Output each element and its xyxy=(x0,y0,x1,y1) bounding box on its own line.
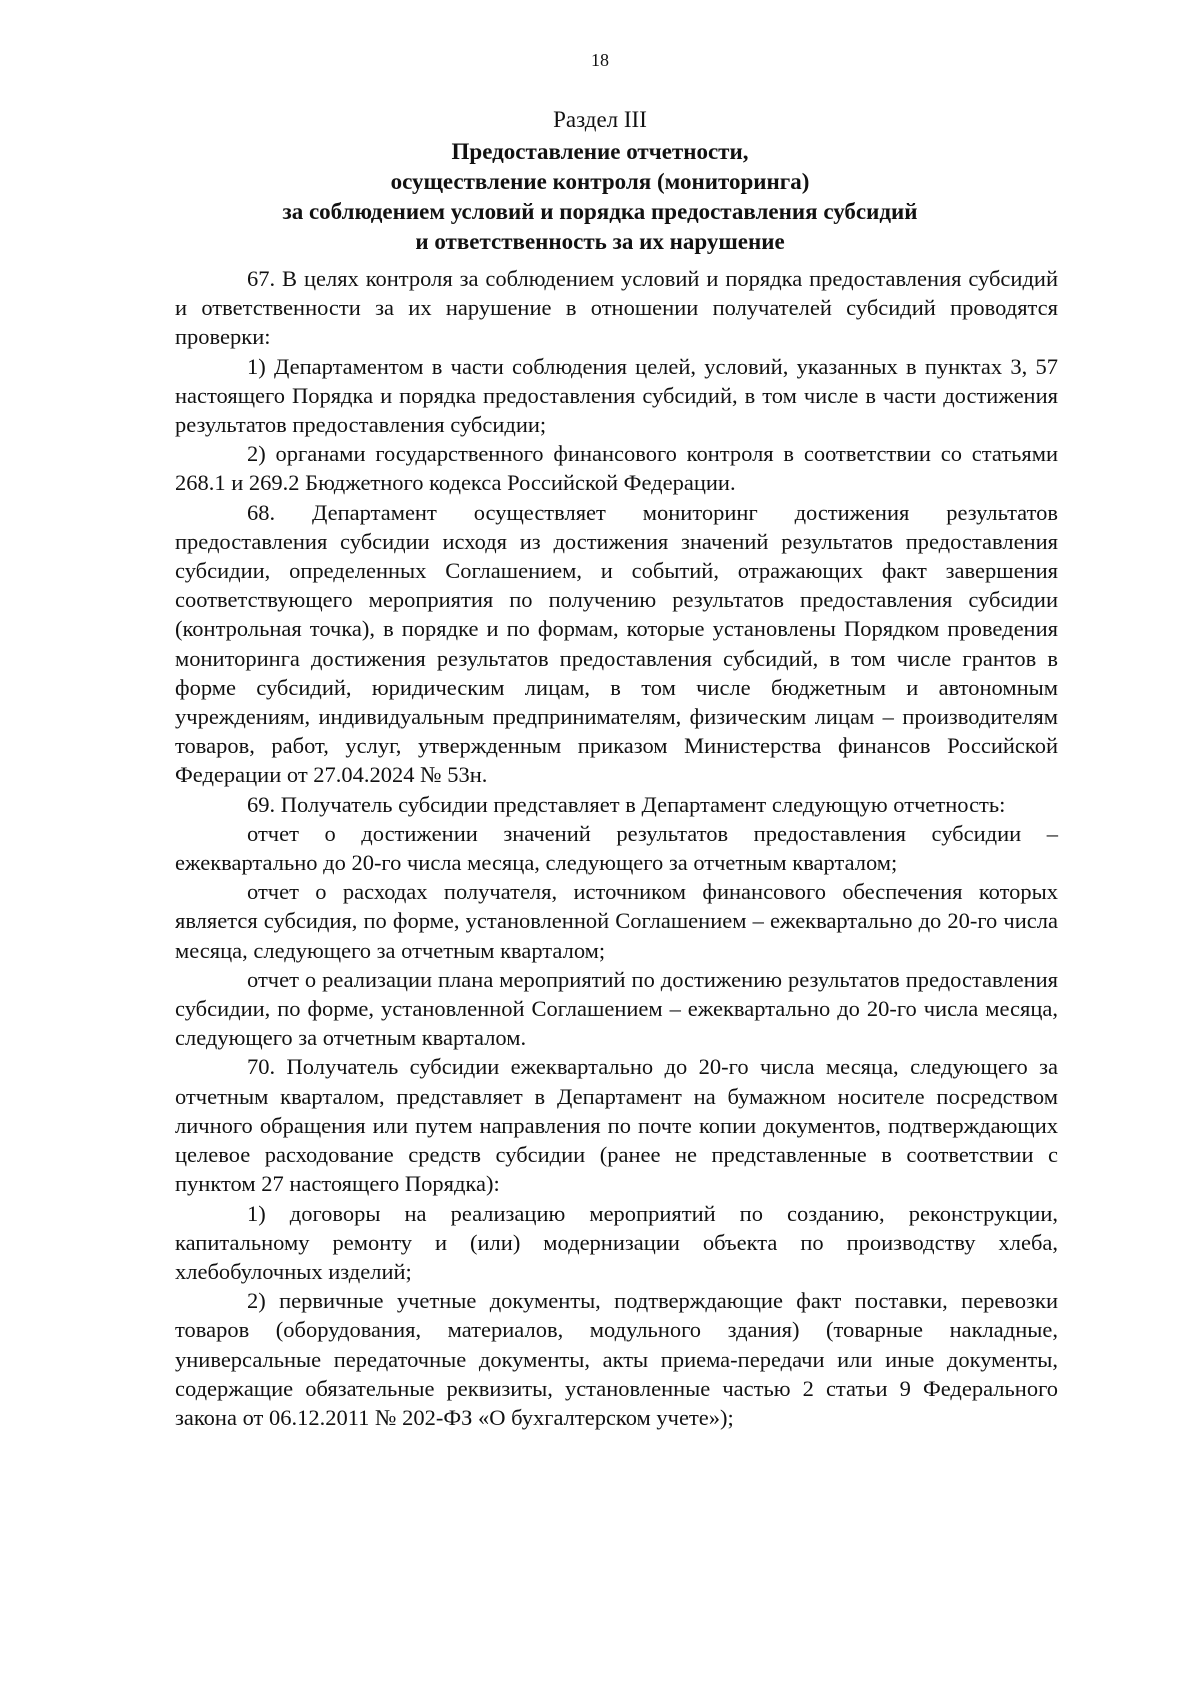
paragraph-67-item-1: 1) Департаментом в части соблюдения целей, условий, указанных в пунктах 3, 57 настоящего Порядка и порядка предоставления субсидий, в том числе в части достижения результатов предоставления субсидии; xyxy=(175,353,1058,438)
section-title-line: осуществление контроля (мониторинга) xyxy=(390,169,810,194)
paragraph-69-report-2: отчет о расходах получателя, источником финансового обеспечения которых является субсидия, по форме, установленной Соглашением – ежеквартально до 20-го числа месяца, следующего за отчетным кварталом; xyxy=(175,879,1058,963)
paragraph-67-item-2: 2) органами государственного финансового контроля в соответствии со статьями 268.1 и 269.2 Бюджетного кодекса Российской Федерации. xyxy=(175,441,1058,496)
section-title-line: за соблюдением условий и порядка предоставления субсидий xyxy=(282,199,918,224)
paragraph-70-item-2: 2) первичные учетные документы, подтверждающие факт поставки, перевозки товаров (оборудования, материалов, модульного здания) (товарные накладные, универсальные передаточные документы, акты приема-передачи или иные документы, содержащие обязательные реквизиты, установленные частью 2 статьи 9 Федерального закона от 06.12.2011 № 202-ФЗ «О бухгалтерском учете»); xyxy=(175,1288,1058,1430)
section-title-line: Предоставление отчетности, xyxy=(451,139,749,164)
page-number: 18 xyxy=(591,50,609,70)
paragraph-70-item-1: 1) договоры на реализацию мероприятий по созданию, реконструкции, капитальному ремонту и (или) модернизации объекта по производству хлеба, хлебобулочных изделий; xyxy=(175,1200,1058,1284)
paragraph-69-report-3: отчет о реализации плана мероприятий по достижению результатов предоставления субсидии, по форме, установленной Соглашением – ежеквартально до 20-го числа месяца, следующего за отчетным кварталом. xyxy=(175,966,1058,1051)
paragraph-69-report-1: отчет о достижении значений результатов предоставления субсидии – ежеквартально до 20-го числа месяца, следующего за отчетным кварталом; xyxy=(175,820,1058,876)
section-label: Раздел III xyxy=(553,107,647,132)
section-heading xyxy=(160,103,1040,257)
document-body xyxy=(175,264,1058,1432)
paragraph-67: 67. В целях контроля за соблюдением условий и порядка предоставления субсидий и ответственности за их нарушение в отношении получателей субсидий проводятся проверки: xyxy=(175,266,1058,350)
section-title-line: и ответственность за их нарушение xyxy=(415,229,785,254)
paragraph-69: 69. Получатель субсидии представляет в Департамент следующую отчетность: xyxy=(247,791,1006,817)
paragraph-68: 68. Департамент осуществляет мониторинг достижения результатов предоставления субсидии исходя из достижения значений результатов предоставления субсидии, определенных Соглашением, и событий, отражающих факт завершения соответствующего мероприятия по получению результатов предоставления субсидии (контрольная точка), в порядке и по формам, которые установлены Порядком проведения мониторинга достижения результатов предоставления субсидий, в том числе грантов в форме субсидий, юридическим лицам, в том числе бюджетным и автономным учреждениям, индивидуальным предпринимателям, физическим лицам – производителям товаров, работ, услуг, утвержденным приказом Министерства финансов Российской Федерации от 27.04.2024 № 53н. xyxy=(175,499,1058,788)
paragraph-70: 70. Получатель субсидии ежеквартально до 20-го числа месяца, следующего за отчетным кварталом, представляет в Департамент на бумажном носителе посредством личного обращения или путем направления по почте копии документов, подтверждающих целевое расходование средств субсидии (ранее не представленные в соответствии с пунктом 27 настоящего Порядка): xyxy=(175,1054,1058,1197)
